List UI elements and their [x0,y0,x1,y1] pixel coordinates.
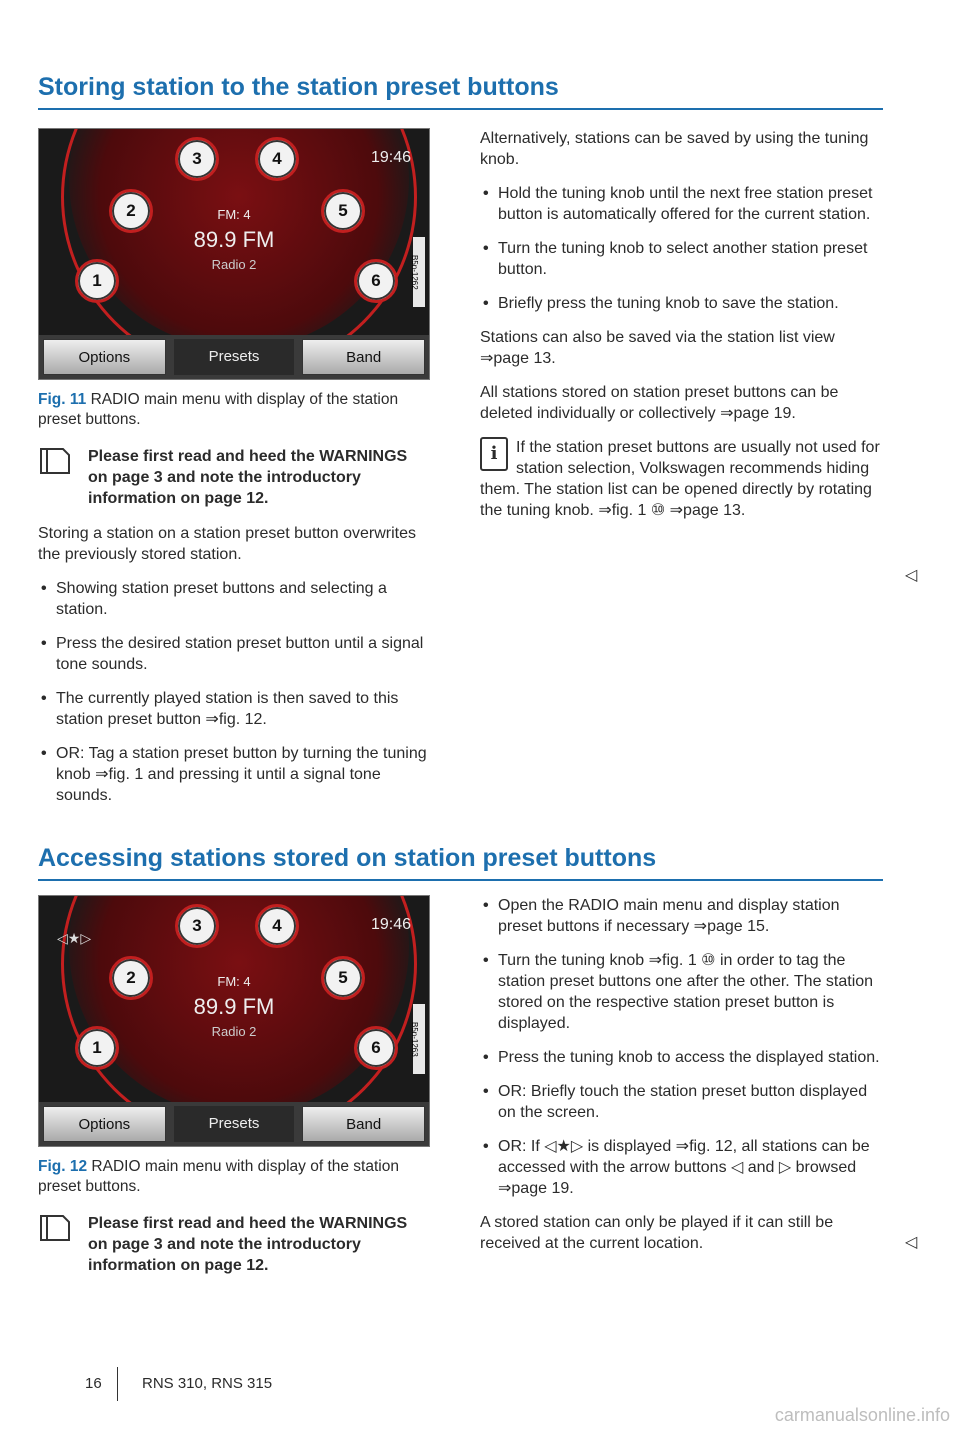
clock: 19:46 [370,916,411,933]
bullet-item: • OR: Tag a station preset button by turning the tuning knob ⇒fig. 1 and pressing it until a signal tone sounds. [41,745,427,804]
preset-button-3[interactable]: 3 [175,137,219,181]
watermark: carmanualsonline.info [774,1405,950,1425]
bullet-item: • The currently played station is then saved to this station preset button ⇒fig. 12. [41,690,399,728]
section-end-mark: ◁ [905,567,918,584]
preset-button-2[interactable]: 2 [109,189,153,233]
book-icon [38,1213,78,1243]
figure-caption: Fig. 12 RADIO main menu with display of the station preset buttons. [38,1158,399,1195]
page-number: 16 [85,1375,102,1392]
bullet-item: • Briefly press the tuning knob to save the station. [483,295,839,312]
right-column-2 [480,895,880,1267]
warning-note: Please first read and heed the WARNINGS on page 3 and note the introductory information on page 12. [38,446,428,509]
paragraph: A stored station can only be played if it can still be received at the current location. [480,1214,834,1252]
figure-caption: Fig. 11 RADIO main menu with display of the station preset buttons. [38,391,399,428]
softkey-bar [39,335,429,379]
section-end-mark: ◁ [905,1234,918,1251]
preset-button-1[interactable]: 1 [75,1026,119,1070]
warning-note: Please first read and heed the WARNINGS on page 3 and note the introductory information on page 12. [38,1213,428,1276]
preset-button-5[interactable]: 5 [321,189,365,233]
bullet-item: • Open the RADIO main menu and display station preset buttons if necessary ⇒page 15. [483,897,840,935]
preset-button-6[interactable]: 6 [354,1026,398,1070]
bullet-item: • Turn the tuning knob to select another station preset button. [483,240,868,278]
section-title-accessing: Accessing stations stored on station preset buttons [38,845,883,881]
band-button[interactable]: Band [302,1106,425,1142]
softkey-bar [39,1102,429,1146]
arrow-star-indicator: ◁★▷ [57,930,92,946]
bullet-item: • Hold the tuning knob until the next free station preset button is automatically offered for the current station. [483,185,873,223]
preset-button-3[interactable]: 3 [175,904,219,948]
preset-button-1[interactable]: 1 [75,259,119,303]
paragraph: Storing a station on a station preset button overwrites the previously stored station. [38,525,416,563]
clock: 19:46 [370,149,411,166]
info-box: i If the station preset buttons are usually not used for station selection, Volkswagen recommends hiding them. The station list can be opened directly by rotating the tuning knob. ⇒fig. 1 ⑩ ⇒page 13. [480,439,880,519]
bullet-item: • Press the desired station preset button until a signal tone sounds. [41,635,424,673]
preset-button-5[interactable]: 5 [321,956,365,1000]
paragraph: Alternatively, stations can be saved by using the tuning knob. [480,130,869,168]
section-title-storing: Storing station to the station preset buttons [38,74,883,110]
book-icon [38,446,78,476]
preset-button-4[interactable]: 4 [255,904,299,948]
info-icon: i [480,437,508,471]
presets-button[interactable]: Presets [174,339,295,375]
preset-button-6[interactable]: 6 [354,259,398,303]
bullet-item: • OR: If ◁★▷ is displayed ⇒fig. 12, all stations can be accessed with the arrow buttons ◁ and ▷ browsed ⇒page 19. [483,1138,870,1197]
bullet-item: • Showing station preset buttons and selecting a station. [41,580,387,618]
figure-tag: B5n-1262 [413,237,425,307]
options-button[interactable]: Options [43,339,166,375]
options-button[interactable]: Options [43,1106,166,1142]
preset-button-4[interactable]: 4 [255,137,299,181]
left-column-1 [38,128,428,819]
station-display: FM: 4 89.9 FM Radio 2 [193,207,275,272]
station-display: FM: 4 89.9 FM Radio 2 [193,974,275,1039]
paragraph: All stations stored on station preset buttons can be deleted individually or collectively ⇒page 19. [480,384,839,422]
preset-button-2[interactable]: 2 [109,956,153,1000]
bullet-item: • Press the tuning knob to access the displayed station. [483,1049,880,1066]
band-button[interactable]: Band [302,339,425,375]
radio-screen-fig12 [38,895,430,1147]
bullet-item: • Turn the tuning knob ⇒fig. 1 ⑩ in order to tag the station preset buttons one after the other. The station stored on the respective station preset button is displayed. [483,952,874,1032]
left-column-2 [38,895,428,1290]
presets-button[interactable]: Presets [174,1106,295,1142]
right-column-1 [480,128,880,535]
model-label: RNS 310, RNS 315 [142,1375,273,1392]
bullet-item: • OR: Briefly touch the station preset button displayed on the screen. [483,1083,868,1121]
paragraph: Stations can also be saved via the station list view ⇒page 13. [480,329,835,367]
figure-tag: B5n-1263 [413,1004,425,1074]
radio-screen-fig11 [38,128,430,380]
